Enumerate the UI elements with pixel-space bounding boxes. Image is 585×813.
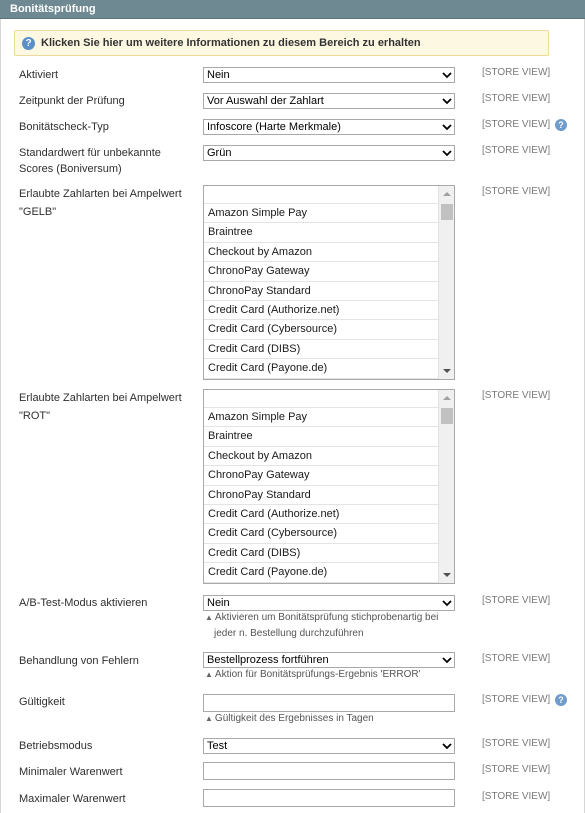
- list-item[interactable]: ChronoPay Gateway: [204, 466, 438, 485]
- abtest-note-line1: Aktivieren um Bonitätsprüfung stichprobenartig bei: [214, 612, 439, 623]
- chevron-down-icon: [442, 148, 452, 158]
- checktyp-select[interactable]: [203, 119, 455, 135]
- minwert-label: Minimaler Warenwert: [19, 766, 123, 778]
- zeitpunkt-label: Zeitpunkt der Prüfung: [19, 95, 125, 107]
- gelb-label-line1: Erlaubte Zahlarten bei Ampelwert: [19, 188, 182, 200]
- gueltigkeit-note-text: Gültigkeit des Ergebnisses in Tagen: [214, 713, 374, 724]
- list-item[interactable]: [204, 186, 438, 204]
- betriebsmodus-select[interactable]: [203, 738, 455, 754]
- rot-multiselect[interactable]: [203, 389, 455, 584]
- fehler-select[interactable]: [203, 652, 455, 668]
- gueltigkeit-note: [205, 711, 450, 727]
- scope-label: [STORE VIEW]: [482, 791, 551, 802]
- list-item[interactable]: Credit Card (Authorize.net): [204, 505, 438, 524]
- abtest-note: [205, 610, 450, 642]
- chevron-down-icon: [442, 741, 452, 751]
- checktyp-label: Bonitätscheck-Typ: [19, 121, 109, 133]
- triangle-icon: ▲: [205, 670, 213, 679]
- abtest-note-line2: jeder n. Bestellung durchzuführen: [214, 628, 364, 639]
- help-icon[interactable]: ?: [555, 119, 567, 131]
- scope-label: [STORE VIEW]: [482, 145, 551, 156]
- gueltigkeit-label: Gültigkeit: [19, 696, 65, 708]
- rot-label-line2: "ROT": [19, 410, 51, 422]
- scope-label: [STORE VIEW]: [482, 186, 551, 197]
- aktiviert-value: Nein: [207, 69, 230, 81]
- list-item[interactable]: Checkout by Amazon: [204, 447, 438, 466]
- chevron-down-icon: [442, 598, 452, 608]
- list-item[interactable]: Credit Card (Authorize.net): [204, 301, 438, 320]
- chevron-down-icon: [442, 96, 452, 106]
- list-item[interactable]: Credit Card (Cybersource): [204, 524, 438, 543]
- info-notice[interactable]: [14, 30, 549, 56]
- checktyp-value: Infoscore (Harte Merkmale): [207, 121, 341, 133]
- scope-label: [STORE VIEW]: [482, 764, 551, 775]
- fehler-label: Behandlung von Fehlern: [19, 655, 139, 667]
- scope-label: [STORE VIEW]: [482, 694, 551, 705]
- info-notice-text: Klicken Sie hier um weitere Informationen zu diesem Bereich zu erhalten: [41, 37, 421, 49]
- standardwert-value: Grün: [207, 147, 232, 159]
- scroll-thumb[interactable]: [441, 204, 453, 220]
- list-item[interactable]: ChronoPay Standard: [204, 486, 438, 505]
- help-icon[interactable]: ?: [555, 694, 567, 706]
- maxwert-input[interactable]: [203, 789, 455, 807]
- standardwert-select[interactable]: [203, 145, 455, 161]
- betriebsmodus-value: Test: [207, 740, 228, 752]
- zeitpunkt-value: Vor Auswahl der Zahlart: [207, 95, 324, 107]
- fehler-note: [205, 667, 450, 683]
- fehler-value: Bestellprozess fortführen: [207, 654, 329, 666]
- scope-label: [STORE VIEW]: [482, 653, 551, 664]
- rot-label-line1: Erlaubte Zahlarten bei Ampelwert: [19, 392, 182, 404]
- scroll-down-icon[interactable]: [443, 573, 451, 577]
- gelb-multiselect[interactable]: [203, 185, 455, 380]
- scroll-up-icon[interactable]: [443, 396, 451, 400]
- zeitpunkt-select[interactable]: [203, 93, 455, 109]
- list-item[interactable]: ChronoPay Gateway: [204, 262, 438, 281]
- list-item[interactable]: Amazon Simple Pay: [204, 408, 438, 427]
- aktiviert-label: Aktiviert: [19, 69, 59, 81]
- maxwert-label: Maximaler Warenwert: [19, 793, 126, 805]
- scope-label: [STORE VIEW]: [482, 119, 551, 130]
- scope-label: [STORE VIEW]: [482, 595, 551, 606]
- section-header[interactable]: [0, 0, 585, 19]
- triangle-icon: ▲: [205, 613, 213, 622]
- standardwert-label-line2: Scores (Boniversum): [19, 163, 122, 175]
- gelb-label-line2: "GELB": [19, 206, 57, 218]
- scope-label: [STORE VIEW]: [482, 390, 551, 401]
- list-item[interactable]: Braintree: [204, 223, 438, 242]
- chevron-down-icon: [442, 655, 452, 665]
- list-item[interactable]: Credit Card (DIBS): [204, 544, 438, 563]
- list-item[interactable]: Credit Card (Cybersource): [204, 320, 438, 339]
- section-title: Bonitätsprüfung: [10, 3, 96, 15]
- gueltigkeit-input[interactable]: [203, 694, 455, 712]
- scroll-thumb[interactable]: [441, 408, 453, 424]
- abtest-label: A/B-Test-Modus aktivieren: [19, 597, 148, 609]
- list-item[interactable]: Credit Card (Payone.de): [204, 359, 438, 378]
- list-item[interactable]: Credit Card (Payone.de): [204, 563, 438, 582]
- standardwert-label-line1: Standardwert für unbekannte: [19, 147, 161, 159]
- list-item[interactable]: Checkout by Amazon: [204, 243, 438, 262]
- list-item[interactable]: [204, 390, 438, 408]
- list-item[interactable]: ChronoPay Standard: [204, 282, 438, 301]
- list-item[interactable]: Braintree: [204, 427, 438, 446]
- triangle-icon: ▲: [205, 714, 213, 723]
- abtest-value: Nein: [207, 597, 230, 609]
- scrollbar[interactable]: [438, 390, 454, 583]
- abtest-select[interactable]: [203, 595, 455, 611]
- scroll-up-icon[interactable]: [443, 192, 451, 196]
- chevron-down-icon: [442, 122, 452, 132]
- list-item[interactable]: Credit Card (DIBS): [204, 340, 438, 359]
- chevron-down-icon: [442, 70, 452, 80]
- scope-label: [STORE VIEW]: [482, 67, 551, 78]
- scope-label: [STORE VIEW]: [482, 738, 551, 749]
- fehler-note-text: Aktion für Bonitätsprüfungs-Ergebnis 'ERROR': [214, 669, 421, 680]
- aktiviert-select[interactable]: [203, 67, 455, 83]
- minwert-input[interactable]: [203, 762, 455, 780]
- betriebsmodus-label: Betriebsmodus: [19, 740, 93, 752]
- list-item[interactable]: Amazon Simple Pay: [204, 204, 438, 223]
- scroll-down-icon[interactable]: [443, 369, 451, 373]
- info-icon: ?: [22, 37, 35, 50]
- scope-label: [STORE VIEW]: [482, 93, 551, 104]
- scrollbar[interactable]: [438, 186, 454, 379]
